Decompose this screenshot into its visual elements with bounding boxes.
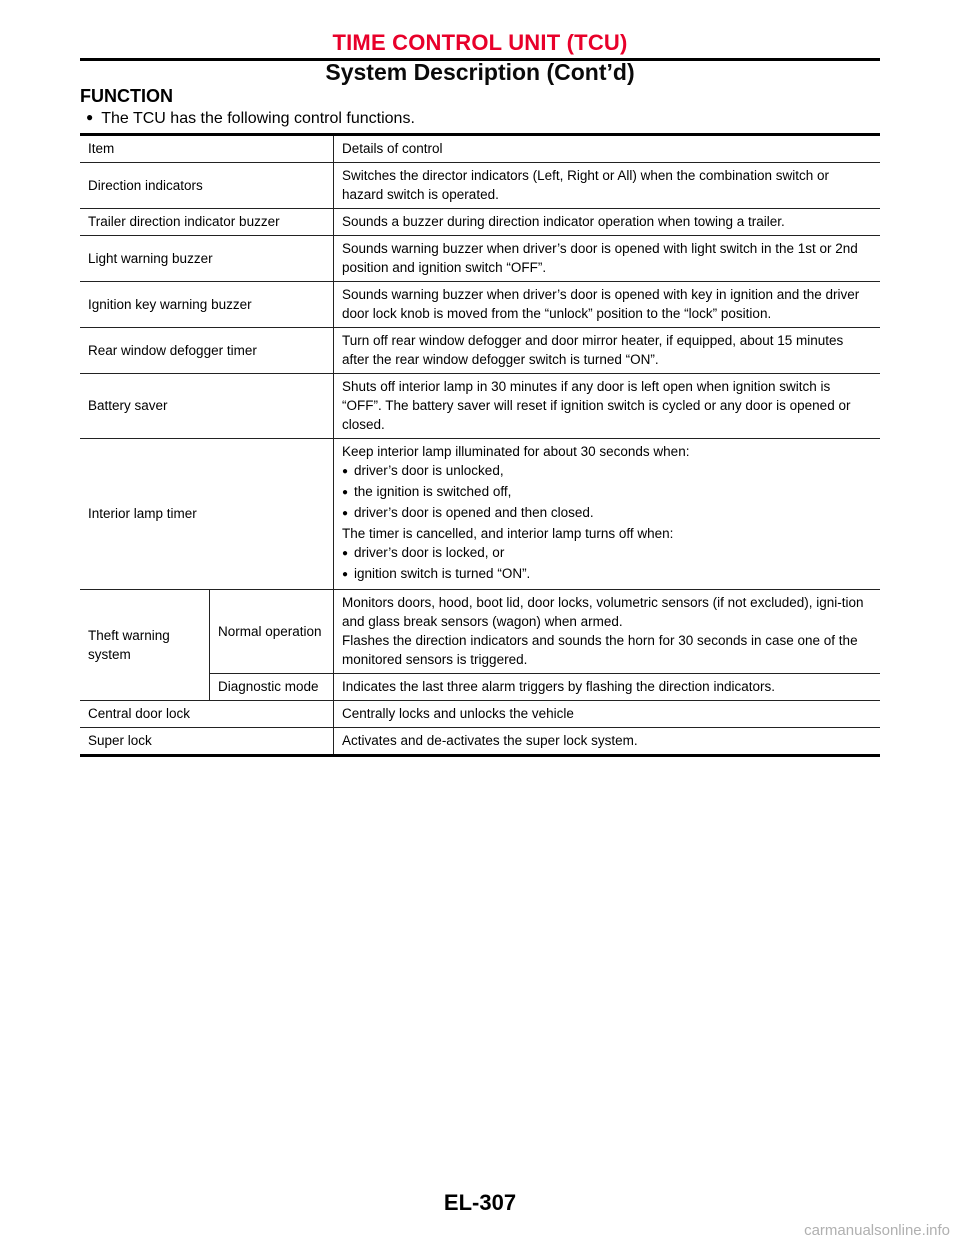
row-mode: Diagnostic mode [210, 674, 334, 701]
row-item: Direction indicators [80, 163, 334, 209]
detail-bullet [342, 564, 873, 585]
bullet-icon: ● [342, 508, 349, 519]
watermark-text: carmanualsonline.info [804, 1222, 950, 1239]
intro-text: The TCU has the following control functions. [101, 110, 415, 127]
row-details: Turn off rear window defogger and door mirror heater, if equipped, about 15 minutes after the rear window defogger switch is turned “ON”. [334, 328, 881, 374]
row-details: Sounds warning buzzer when driver’s door is opened with key in ignition and the driver door lock knob is moved from the “unlock” position to the “lock” position. [334, 282, 881, 328]
bullet-icon: ● [342, 548, 349, 559]
detail-line: Flashes the direction indicators and sounds the horn for 30 seconds in case one of the monitored sensors is triggered. [342, 633, 858, 667]
row-details [334, 439, 881, 590]
row-details: Activates and de-activates the super lock system. [334, 728, 881, 756]
bullet-text: driver’s door is unlocked, [354, 463, 504, 478]
header-item: Item [80, 135, 334, 163]
table-row [80, 439, 880, 590]
bullet-icon: ● [342, 466, 349, 477]
table-row [80, 374, 880, 439]
detail-bullet [342, 482, 873, 503]
row-details: Centrally locks and unlocks the vehicle [334, 701, 881, 728]
row-item: Central door lock [80, 701, 334, 728]
row-item: Super lock [80, 728, 334, 756]
table-row [80, 728, 880, 756]
row-details: Shuts off interior lamp in 30 minutes if any door is left open when ignition switch is “OFF”. The battery saver will reset if ignition switch is cycled or any door is opened or closed. [334, 374, 881, 439]
header-title: TIME CONTROL UNIT (TCU) [332, 30, 628, 55]
row-details: Sounds warning buzzer when driver’s door is opened with light switch in the 1st or 2nd position and ignition switch “OFF”. [334, 236, 881, 282]
bullet-text: driver’s door is locked, or [354, 545, 505, 560]
row-details: Switches the director indicators (Left, Right or All) when the combination switch or hazard switch is operated. [334, 163, 881, 209]
function-table [80, 133, 880, 757]
bullet-icon: ● [342, 487, 349, 498]
row-item: Battery saver [80, 374, 334, 439]
row-item: Rear window defogger timer [80, 328, 334, 374]
row-item: Trailer direction indicator buzzer [80, 209, 334, 236]
page-number: EL-307 [443, 1190, 517, 1215]
bullet-icon: ● [342, 569, 349, 580]
row-item: Theft warning system [80, 590, 210, 701]
row-item: Interior lamp timer [80, 439, 334, 590]
table-row [80, 236, 880, 282]
bullet-text: ignition switch is turned “ON”. [354, 566, 531, 581]
header-details: Details of control [334, 135, 881, 163]
table-row [80, 282, 880, 328]
header-subtitle: System Description (Cont’d) [325, 59, 635, 85]
detail-line: The timer is cancelled, and interior lamp turns off when: [342, 526, 674, 541]
row-details: Sounds a buzzer during direction indicator operation when towing a trailer. [334, 209, 881, 236]
bullet-text: driver’s door is opened and then closed. [354, 505, 594, 520]
detail-line: Monitors doors, hood, boot lid, door locks, volumetric sensors (if not excluded), igni-tion and glass break sensors (wagon) when armed. [342, 595, 864, 629]
detail-bullet [342, 543, 873, 564]
table-row [80, 163, 880, 209]
row-item: Light warning buzzer [80, 236, 334, 282]
bullet-icon: ● [86, 110, 94, 124]
table-row [80, 701, 880, 728]
table-row [80, 328, 880, 374]
intro-line [86, 110, 415, 128]
table-row [80, 590, 880, 674]
table-header-row [80, 135, 880, 163]
detail-bullet [342, 503, 873, 524]
table-row [80, 209, 880, 236]
detail-line: Keep interior lamp illuminated for about 30 seconds when: [342, 444, 690, 459]
section-title: FUNCTION [80, 86, 173, 106]
row-item: Ignition key warning buzzer [80, 282, 334, 328]
row-mode: Normal operation [210, 590, 334, 674]
detail-bullet [342, 461, 873, 482]
bullet-text: the ignition is switched off, [354, 484, 512, 499]
row-details [334, 590, 881, 674]
row-details: Indicates the last three alarm triggers by flashing the direction indicators. [334, 674, 881, 701]
